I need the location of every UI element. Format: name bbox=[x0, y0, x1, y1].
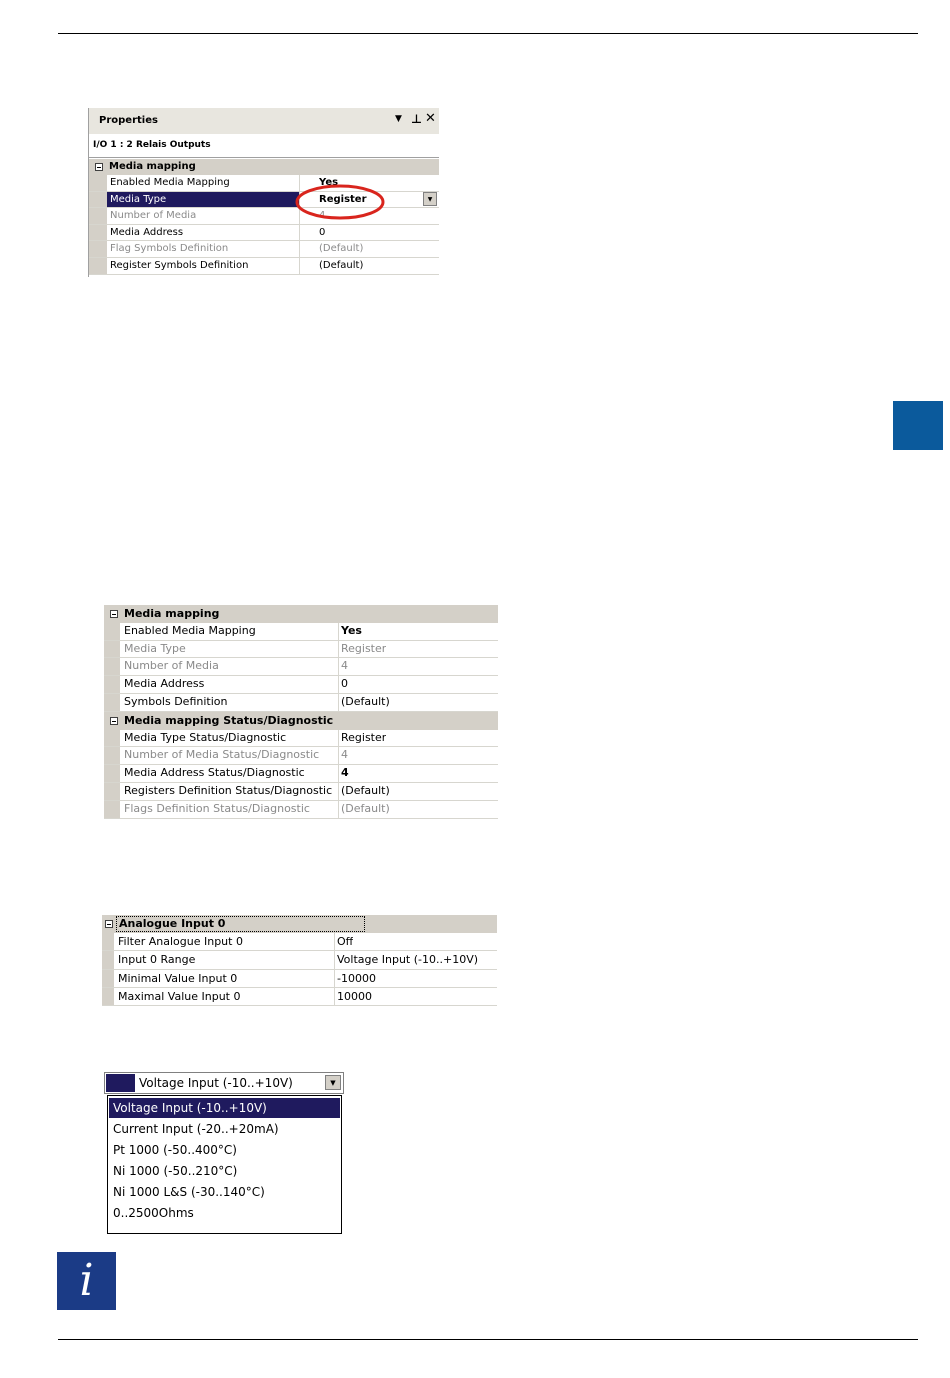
column-separator bbox=[338, 623, 339, 640]
property-row[interactable] bbox=[104, 694, 498, 712]
row-gutter bbox=[104, 730, 120, 747]
property-row[interactable] bbox=[104, 765, 498, 783]
property-row[interactable] bbox=[89, 241, 439, 258]
category-media-mapping[interactable] bbox=[89, 159, 439, 175]
property-label: Number of Media bbox=[110, 210, 197, 222]
media-mapping-grid bbox=[104, 603, 498, 819]
property-label: Flag Symbols Definition bbox=[110, 243, 229, 255]
column-separator bbox=[299, 225, 300, 241]
properties-panel bbox=[88, 108, 439, 277]
properties-title: Properties bbox=[99, 115, 158, 126]
object-selector[interactable] bbox=[89, 135, 439, 158]
property-row[interactable] bbox=[102, 951, 497, 969]
property-value: Voltage Input (-10..+10V) bbox=[337, 953, 479, 967]
row-gutter bbox=[89, 241, 107, 257]
row-gutter bbox=[89, 208, 107, 224]
property-label: Media Address bbox=[124, 677, 205, 691]
row-gutter bbox=[104, 658, 120, 675]
category-media-mapping-status[interactable] bbox=[104, 712, 498, 730]
top-rule bbox=[58, 33, 918, 34]
property-row[interactable] bbox=[104, 783, 498, 801]
category-analogue-input[interactable] bbox=[102, 915, 497, 933]
property-value: 10000 bbox=[337, 989, 372, 1003]
property-label: Flags Definition Status/Diagnostic bbox=[124, 801, 310, 815]
row-gutter bbox=[104, 747, 120, 764]
dropdown-arrow-icon[interactable]: ▼ bbox=[395, 114, 402, 124]
property-value: Register bbox=[319, 193, 367, 205]
property-label: Symbols Definition bbox=[124, 695, 228, 708]
bottom-rule bbox=[58, 1339, 918, 1340]
chevron-down-icon[interactable]: ▼ bbox=[325, 1075, 341, 1090]
column-separator bbox=[299, 258, 300, 274]
property-row[interactable] bbox=[104, 747, 498, 765]
property-label: Number of Media bbox=[124, 659, 219, 673]
property-label: Media Address Status/Diagnostic bbox=[124, 766, 305, 780]
property-row[interactable] bbox=[104, 623, 498, 641]
range-option[interactable]: Ni 1000 (-50..210°C) bbox=[113, 1164, 238, 1178]
property-value: 0 bbox=[319, 226, 326, 238]
property-label: Media Type bbox=[107, 192, 299, 208]
highlight-ellipse bbox=[297, 186, 383, 218]
property-row[interactable] bbox=[89, 225, 439, 242]
property-label: Register Symbols Definition bbox=[110, 260, 249, 271]
property-value: 0 bbox=[341, 677, 348, 691]
range-current-value: Voltage Input (-10..+10V) bbox=[139, 1076, 293, 1090]
info-glyph: i bbox=[79, 1255, 94, 1306]
pin-icon[interactable]: ⊥ bbox=[411, 112, 422, 126]
property-row[interactable] bbox=[89, 258, 439, 275]
row-gutter bbox=[102, 988, 114, 1005]
column-separator bbox=[338, 730, 339, 747]
property-row[interactable] bbox=[89, 192, 439, 209]
collapse-icon[interactable] bbox=[95, 163, 103, 171]
property-row[interactable] bbox=[104, 730, 498, 748]
highlight-circle bbox=[294, 182, 386, 222]
property-row[interactable] bbox=[102, 970, 497, 988]
row-gutter bbox=[102, 951, 114, 968]
range-option[interactable]: 0..2500Ohms bbox=[113, 1206, 194, 1220]
range-options-list bbox=[107, 1095, 342, 1234]
collapse-icon[interactable] bbox=[110, 610, 118, 618]
row-gutter bbox=[102, 933, 114, 950]
column-separator bbox=[338, 783, 339, 800]
row-gutter bbox=[104, 783, 120, 800]
column-separator bbox=[338, 641, 339, 658]
column-separator bbox=[338, 694, 339, 711]
property-value: 4 bbox=[341, 766, 349, 780]
property-label: Filter Analogue Input 0 bbox=[118, 935, 243, 949]
property-label: Number of Media Status/Diagnostic bbox=[124, 748, 320, 762]
combo-swatch bbox=[106, 1074, 135, 1092]
object-name: I/O 1 : 2 Relais Outputs bbox=[93, 140, 211, 150]
property-value: Off bbox=[337, 935, 354, 949]
category-label: Media mapping bbox=[109, 161, 196, 172]
close-icon[interactable]: ✕ bbox=[425, 111, 436, 126]
property-row[interactable] bbox=[102, 988, 497, 1006]
property-row[interactable] bbox=[104, 641, 498, 659]
property-row[interactable] bbox=[104, 801, 498, 819]
analogue-input-grid bbox=[102, 914, 497, 1007]
row-gutter bbox=[104, 765, 120, 782]
property-value: Register bbox=[341, 730, 387, 744]
property-label: Media Type Status/Diagnostic bbox=[124, 730, 287, 744]
property-value: (Default) bbox=[341, 695, 390, 708]
property-value: Yes bbox=[319, 177, 339, 188]
row-gutter bbox=[89, 225, 107, 241]
property-value: 4 bbox=[341, 659, 348, 673]
row-gutter bbox=[89, 175, 107, 191]
property-value: Register bbox=[341, 641, 387, 655]
chapter-tab-marker bbox=[893, 401, 943, 450]
column-separator bbox=[334, 951, 335, 968]
column-separator bbox=[338, 765, 339, 782]
row-gutter bbox=[104, 676, 120, 693]
category-label: Analogue Input 0 bbox=[116, 916, 365, 932]
row-gutter bbox=[104, 694, 120, 711]
column-separator bbox=[299, 241, 300, 257]
column-separator bbox=[338, 658, 339, 675]
column-separator bbox=[334, 933, 335, 950]
property-row[interactable] bbox=[89, 175, 439, 192]
column-separator bbox=[334, 988, 335, 1005]
property-label: Media Address bbox=[110, 226, 184, 238]
property-label: Registers Definition Status/Diagnostic bbox=[124, 784, 333, 797]
chevron-down-icon[interactable]: ▼ bbox=[423, 192, 437, 206]
range-combo[interactable] bbox=[104, 1072, 344, 1094]
column-separator bbox=[334, 970, 335, 987]
property-label: Maximal Value Input 0 bbox=[118, 989, 241, 1003]
range-option[interactable]: Ni 1000 L&S (-30..140°C) bbox=[113, 1185, 265, 1199]
range-option[interactable]: Voltage Input (-10..+10V) bbox=[109, 1098, 340, 1118]
property-row[interactable] bbox=[104, 658, 498, 676]
property-value: (Default) bbox=[341, 801, 390, 815]
property-label: Enabled Media Mapping bbox=[110, 177, 230, 188]
range-option[interactable]: Pt 1000 (-50..400°C) bbox=[113, 1143, 237, 1157]
category-label: Media mapping Status/Diagnostic bbox=[124, 713, 334, 727]
collapse-icon[interactable] bbox=[110, 717, 118, 725]
property-value: (Default) bbox=[319, 260, 364, 271]
column-separator bbox=[338, 676, 339, 693]
property-label: Minimal Value Input 0 bbox=[118, 971, 238, 985]
category-label: Media mapping bbox=[124, 607, 220, 620]
property-row[interactable] bbox=[102, 933, 497, 951]
property-label: Media Type bbox=[124, 641, 186, 655]
row-gutter bbox=[104, 801, 120, 818]
property-label: Input 0 Range bbox=[118, 953, 196, 967]
collapse-icon[interactable] bbox=[105, 920, 113, 928]
info-icon bbox=[57, 1252, 116, 1310]
range-option[interactable]: Current Input (-20..+20mA) bbox=[113, 1122, 279, 1136]
row-gutter bbox=[104, 641, 120, 658]
row-gutter bbox=[89, 258, 107, 274]
category-media-mapping[interactable] bbox=[104, 605, 498, 623]
property-row[interactable] bbox=[104, 676, 498, 694]
property-value: (Default) bbox=[319, 243, 364, 255]
property-value: 4 bbox=[341, 748, 348, 762]
property-label: Enabled Media Mapping bbox=[124, 623, 256, 637]
property-value: 4 bbox=[319, 210, 326, 222]
row-gutter bbox=[89, 192, 107, 208]
row-gutter bbox=[102, 970, 114, 987]
column-separator bbox=[338, 747, 339, 764]
property-row[interactable] bbox=[89, 208, 439, 225]
range-dropdown[interactable] bbox=[104, 1072, 344, 1236]
column-separator bbox=[338, 801, 339, 818]
properties-titlebar bbox=[89, 108, 439, 134]
row-gutter bbox=[104, 623, 120, 640]
property-value: -10000 bbox=[337, 971, 376, 985]
property-value: (Default) bbox=[341, 784, 390, 797]
property-value: Yes bbox=[341, 623, 362, 637]
